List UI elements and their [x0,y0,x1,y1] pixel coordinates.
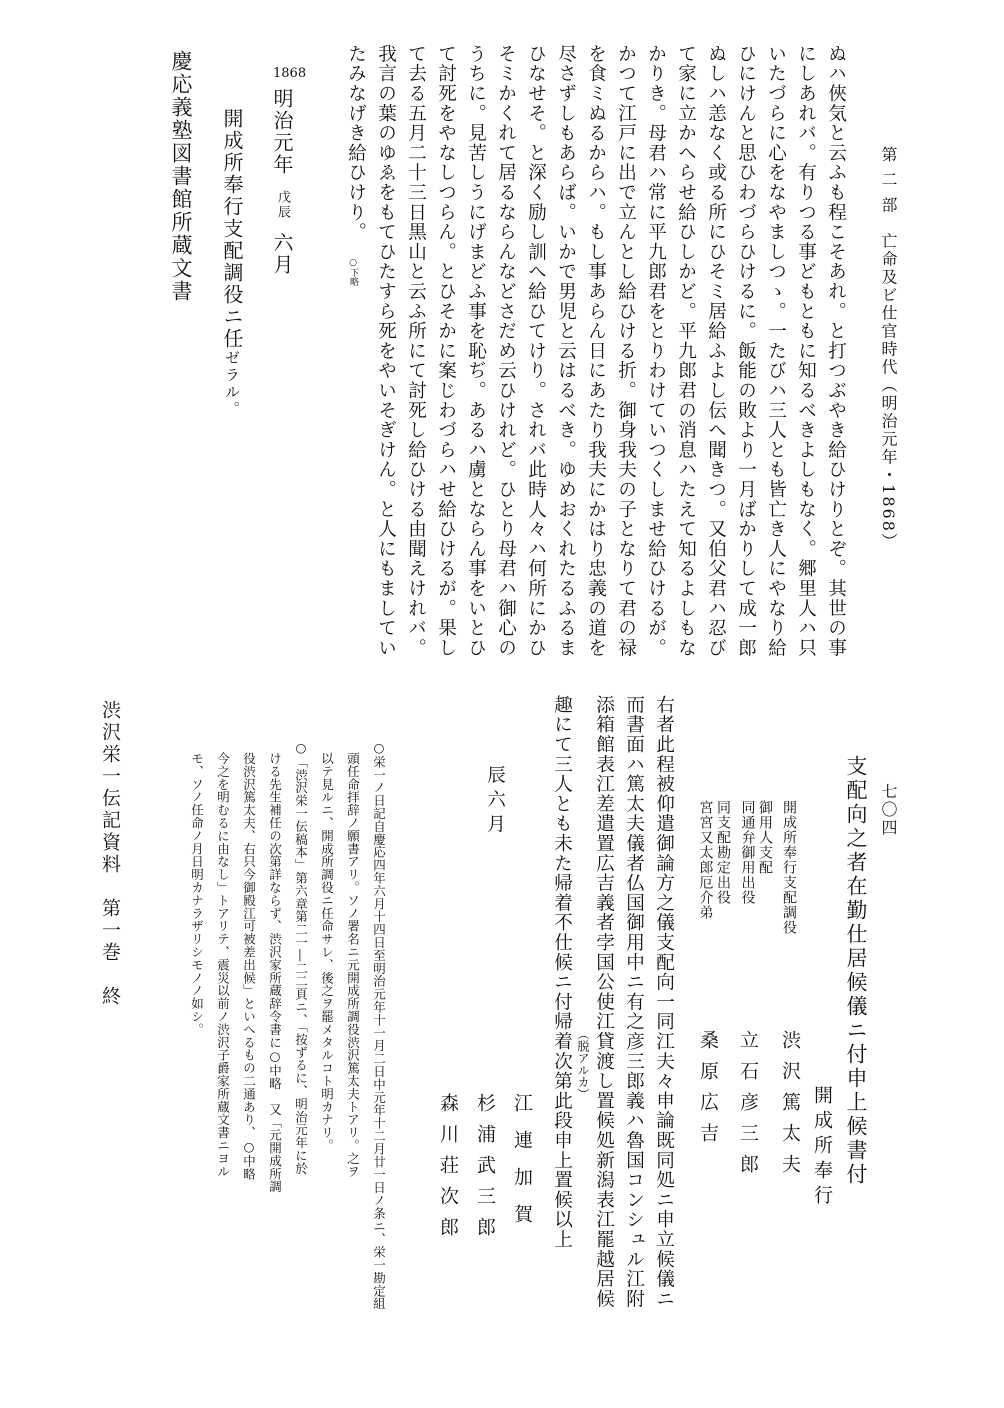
text-column: 尽さずしもあらば。いかで男児と云はるべき。ゆめおくれたるふるま [555,44,577,658]
document-heading: 支配向之者在勤仕居候儀ニ付申上候書付 [844,755,868,1187]
date-month: 六月 [270,232,294,276]
text-column: かりき。母君ハ常に平九郎君をとりわけていつくしませ給ひけるが。 [645,44,667,658]
document-body-line: 趣にて三人とも未た帰着不仕候ニ付帰着次第此段申上置候以上 [551,695,573,1250]
text-column: いたづらに心をなやましつゝ。一たびハ三人とも皆亡き人にやなり給 [765,44,787,658]
entry-heading [222,108,242,418]
text-column: ぬハ俠気と云ふも程こそあれ。と打つぶやき給ひけりとぞ。其世の事 [825,44,847,658]
page-number: 七〇四 [879,783,898,837]
entry-heading-kana: ゼラル。 [223,350,241,418]
entry-heading-main: 開成所奉行支配調役ニ任 [220,108,244,350]
note-line: 役渋沢篤太夫、右只今御殿江可被差出候」といへるもの二通あり、○中略 [241,752,257,1181]
date-year: 1868 [273,66,307,81]
date-kanshi: 戊辰 [275,190,290,220]
addressee: 杉浦武三郎 [474,1093,496,1248]
date-line [272,88,292,276]
note-line: モ、ソノ任命ノ月日明カナラザリシモノノ如シ。 [189,752,205,1036]
note-line: ける先生補任の次第詳ならず、渋沢家所蔵辞令書に○中略 又「元開成所調 [267,752,283,1194]
text-column: ひにけんと思ひわづらひけるに。飯能の敗より一月ばかりして成一郎 [735,44,757,658]
text-column: にしあれバ。有りつる事どもともに知るべきよしもなく。郷里人ハ只 [795,44,817,658]
signer-title: 御用人支配 同通弁御用出役 [739,800,773,905]
text-column: たみなげき給ひけり。 [345,44,367,242]
note-line: 頭任命拝辞ノ願書アリ。ソノ署名ニ元開成所調役渋沢篤太夫トアリ。之ヲ [345,752,361,1178]
signer-title: 開成所奉行支配調役 [781,800,797,935]
signer-title: 同支配勘定出役 宮宮又太郎厄介弟 [697,800,731,920]
text-column: て討死をやなしつらん。とひそかに案じわづらハせ給ひけるが。果し [435,44,457,658]
note-line: ○「渋沢栄一伝稿本」第六章第二一―二二頁ニ、「按ずるに、明治元年に於 [293,740,309,1175]
note-line: 今之を明むるに由なし」トアリテ、震災以前ノ渋沢子爵家所蔵文書ニヨル [215,752,231,1178]
text-column: を食ミぬるからハ。もし事あらん日にあたり我夫にかはり忠義の道を [585,44,607,658]
date-main: 明治元年 [270,88,294,176]
text-column: ぬしハ恙なく或る所にひそミ居給ふよし伝へ聞きつ。又伯父君ハ忍び [705,44,727,658]
document-body-line: 右者此程被仰遣御論方之儀支配向一同江夫々申論既同処ニ申立候儀ニ [653,695,675,1309]
volume-footer: 渋沢栄一伝記資料 第一巻 終 [99,700,121,1008]
document-body-line: 添箱館表江差遣置広吉義者孛国公使江貸渡し置候処新潟表江罷越居候 [593,695,615,1309]
signer-office: 開成所奉行 [811,1085,833,1210]
note-line: 以テ見ルニ、開成所調役ニ任命サレ、後之ヲ罷メタルコト明カナリ。 [319,752,335,1152]
omission-mark: ○下略 [348,258,358,286]
body-annotation: （脱アルカ） [576,1028,590,1100]
text-column: そミかくれて居るならんなどさだめ云ひけれど。ひとり母君ハ御心の [495,44,517,658]
document-date: 辰六月 [484,765,506,839]
addressee: 森川荘次郎 [437,1093,459,1248]
text-column: うちに。見苦しうにげまどふ事を恥ぢ。あるハ虜とならん事をいとひ [465,44,487,658]
text-column: て去る五月二十三日黒山と云ふ所にて討死し給ひける由聞えけれバ。 [405,44,427,658]
text-column: ひなせそ。と深く励し訓へ給ひてけり。されバ此時人々ハ何所にかひ [525,44,547,658]
running-title: 第 二 部 亡命及ビ仕官時代（明治元年・1868） [879,146,898,551]
text-column: かつて江戸に出で立んとし給ひける折。御身我夫の子となりて君の禄 [615,44,637,658]
text-column: て家に立かへらせ給ひしかど。平九郎君の消息ハたえて知るよしもな [675,44,697,658]
document-body-line: 而書面ハ篤太夫儀者仏国御用中ニ有之彦三郎義ハ魯国コンシュル江附 [623,695,645,1309]
addressee: 江連加賀 [511,1093,533,1241]
signer-name: 桑原広吉 [697,1030,719,1154]
signer-name: 立石彦三郎 [737,1030,759,1185]
note-line: ○栄一ノ日記自慶応四年六月十四日至明治元年十一月二日中元年十二月廿一日ノ条ニ、栄一勘定組 [371,740,387,1311]
signer-name: 渋沢篤太夫 [779,1030,801,1185]
text-column: 我言の葉のゆゑをもてひたすら死をやいそぎけん。と人にもましてい [375,44,397,658]
source-title: 慶応義塾図書館所蔵文書 [169,50,193,303]
